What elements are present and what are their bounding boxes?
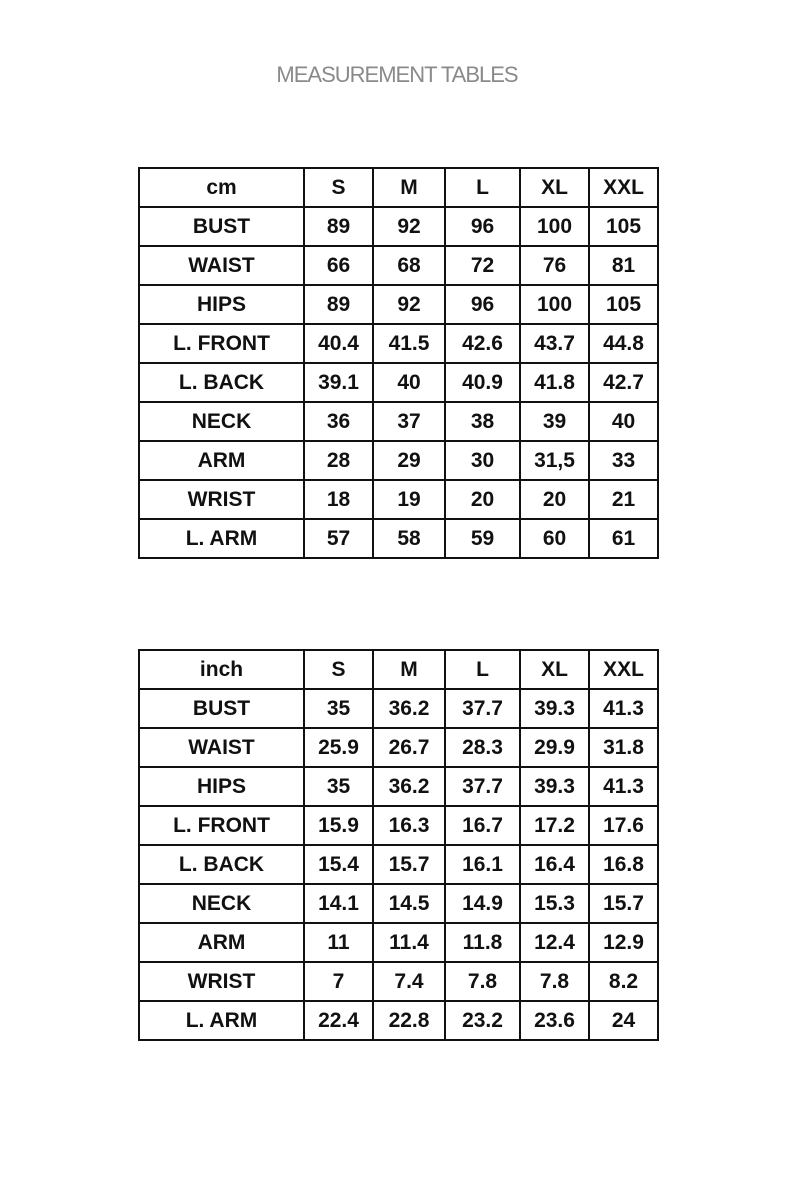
measurement-value: 11.4 — [373, 923, 445, 962]
measurement-value: 40 — [589, 402, 658, 441]
measurement-value: 36 — [304, 402, 373, 441]
measurement-value: 20 — [445, 480, 520, 519]
measurement-value: 43.7 — [520, 324, 589, 363]
measurement-value: 16.8 — [589, 845, 658, 884]
measurement-value: 105 — [589, 207, 658, 246]
measurement-label: L. BACK — [139, 363, 304, 402]
measurement-value: 16.7 — [445, 806, 520, 845]
measurement-label: L. ARM — [139, 1001, 304, 1040]
measurement-value: 12.9 — [589, 923, 658, 962]
measurement-label: HIPS — [139, 767, 304, 806]
table-row — [139, 923, 658, 962]
unit-header: cm — [139, 168, 304, 207]
table-row — [139, 480, 658, 519]
measurement-value: 20 — [520, 480, 589, 519]
measurement-label: WAIST — [139, 728, 304, 767]
measurement-value: 96 — [445, 285, 520, 324]
measurement-value: 100 — [520, 285, 589, 324]
measurement-value: 15.9 — [304, 806, 373, 845]
table-row — [139, 441, 658, 480]
measurement-value: 42.7 — [589, 363, 658, 402]
measurement-value: 37.7 — [445, 767, 520, 806]
measurement-value: 39.1 — [304, 363, 373, 402]
measurement-value: 21 — [589, 480, 658, 519]
measurement-value: 22.4 — [304, 1001, 373, 1040]
size-header: M — [373, 168, 445, 207]
measurement-value: 72 — [445, 246, 520, 285]
size-header: S — [304, 650, 373, 689]
measurement-table-cm — [138, 167, 659, 559]
measurement-label: L. FRONT — [139, 806, 304, 845]
unit-header: inch — [139, 650, 304, 689]
measurement-label: WRIST — [139, 480, 304, 519]
measurement-value: 14.9 — [445, 884, 520, 923]
table-row — [139, 402, 658, 441]
measurement-value: 19 — [373, 480, 445, 519]
measurement-value: 22.8 — [373, 1001, 445, 1040]
measurement-value: 18 — [304, 480, 373, 519]
measurement-value: 100 — [520, 207, 589, 246]
table-row — [139, 884, 658, 923]
measurement-value: 66 — [304, 246, 373, 285]
measurement-value: 15.4 — [304, 845, 373, 884]
measurement-value: 41.5 — [373, 324, 445, 363]
measurement-value: 26.7 — [373, 728, 445, 767]
measurement-value: 60 — [520, 519, 589, 558]
measurement-label: WAIST — [139, 246, 304, 285]
size-header: XXL — [589, 168, 658, 207]
measurement-value: 61 — [589, 519, 658, 558]
measurement-value: 14.5 — [373, 884, 445, 923]
measurement-value: 11.8 — [445, 923, 520, 962]
measurement-value: 29.9 — [520, 728, 589, 767]
size-header: XL — [520, 168, 589, 207]
measurement-value: 8.2 — [589, 962, 658, 1001]
size-header: XL — [520, 650, 589, 689]
measurement-value: 59 — [445, 519, 520, 558]
measurement-label: WRIST — [139, 962, 304, 1001]
measurement-value: 15.3 — [520, 884, 589, 923]
measurement-value: 81 — [589, 246, 658, 285]
measurement-label: BUST — [139, 207, 304, 246]
measurement-label: NECK — [139, 402, 304, 441]
size-header: M — [373, 650, 445, 689]
table-row — [139, 246, 658, 285]
measurement-label: L. ARM — [139, 519, 304, 558]
measurement-value: 33 — [589, 441, 658, 480]
measurement-value: 31,5 — [520, 441, 589, 480]
measurement-label: BUST — [139, 689, 304, 728]
measurement-value: 14.1 — [304, 884, 373, 923]
measurement-value: 38 — [445, 402, 520, 441]
table-row — [139, 363, 658, 402]
measurement-label: ARM — [139, 441, 304, 480]
measurement-value: 36.2 — [373, 767, 445, 806]
measurement-value: 36.2 — [373, 689, 445, 728]
table-row — [139, 324, 658, 363]
measurement-label: L. FRONT — [139, 324, 304, 363]
measurement-value: 35 — [304, 767, 373, 806]
size-header: L — [445, 650, 520, 689]
measurement-value: 16.1 — [445, 845, 520, 884]
measurement-value: 89 — [304, 207, 373, 246]
measurement-value: 39 — [520, 402, 589, 441]
table-row — [139, 806, 658, 845]
measurement-value: 37.7 — [445, 689, 520, 728]
measurement-value: 7 — [304, 962, 373, 1001]
measurement-value: 89 — [304, 285, 373, 324]
measurement-value: 7.8 — [520, 962, 589, 1001]
measurement-value: 44.8 — [589, 324, 658, 363]
measurement-value: 92 — [373, 207, 445, 246]
measurement-value: 23.6 — [520, 1001, 589, 1040]
measurement-value: 42.6 — [445, 324, 520, 363]
measurement-table-inch — [138, 649, 659, 1041]
table-row — [139, 689, 658, 728]
table-row — [139, 767, 658, 806]
measurement-value: 30 — [445, 441, 520, 480]
measurement-value: 28 — [304, 441, 373, 480]
measurement-value: 11 — [304, 923, 373, 962]
measurement-value: 41.3 — [589, 767, 658, 806]
measurement-value: 58 — [373, 519, 445, 558]
table-row — [139, 728, 658, 767]
measurement-value: 31.8 — [589, 728, 658, 767]
measurement-label: L. BACK — [139, 845, 304, 884]
measurement-value: 15.7 — [589, 884, 658, 923]
measurement-value: 17.2 — [520, 806, 589, 845]
measurement-value: 40.4 — [304, 324, 373, 363]
table-row — [139, 207, 658, 246]
measurement-value: 92 — [373, 285, 445, 324]
measurement-value: 96 — [445, 207, 520, 246]
measurement-value: 28.3 — [445, 728, 520, 767]
measurement-value: 7.4 — [373, 962, 445, 1001]
measurement-value: 68 — [373, 246, 445, 285]
measurement-value: 16.4 — [520, 845, 589, 884]
page-title: MEASUREMENT TABLES — [276, 62, 518, 87]
table-header-row — [139, 168, 658, 207]
measurement-value: 39.3 — [520, 689, 589, 728]
table-row — [139, 519, 658, 558]
measurement-value: 40 — [373, 363, 445, 402]
table-row — [139, 845, 658, 884]
measurement-value: 24 — [589, 1001, 658, 1040]
measurement-value: 23.2 — [445, 1001, 520, 1040]
measurement-value: 37 — [373, 402, 445, 441]
size-header: L — [445, 168, 520, 207]
measurement-label: NECK — [139, 884, 304, 923]
measurement-value: 16.3 — [373, 806, 445, 845]
measurement-value: 105 — [589, 285, 658, 324]
measurement-value: 17.6 — [589, 806, 658, 845]
measurement-value: 41.3 — [589, 689, 658, 728]
table-row — [139, 285, 658, 324]
measurement-label: HIPS — [139, 285, 304, 324]
measurement-value: 25.9 — [304, 728, 373, 767]
measurement-value: 7.8 — [445, 962, 520, 1001]
table-row — [139, 962, 658, 1001]
measurement-value: 41.8 — [520, 363, 589, 402]
table-header-row — [139, 650, 658, 689]
measurement-value: 12.4 — [520, 923, 589, 962]
measurement-value: 35 — [304, 689, 373, 728]
measurement-label: ARM — [139, 923, 304, 962]
measurement-value: 76 — [520, 246, 589, 285]
table-row — [139, 1001, 658, 1040]
size-header: S — [304, 168, 373, 207]
measurement-value: 40.9 — [445, 363, 520, 402]
size-header: XXL — [589, 650, 658, 689]
measurement-value: 29 — [373, 441, 445, 480]
measurement-value: 39.3 — [520, 767, 589, 806]
measurement-value: 15.7 — [373, 845, 445, 884]
measurement-value: 57 — [304, 519, 373, 558]
